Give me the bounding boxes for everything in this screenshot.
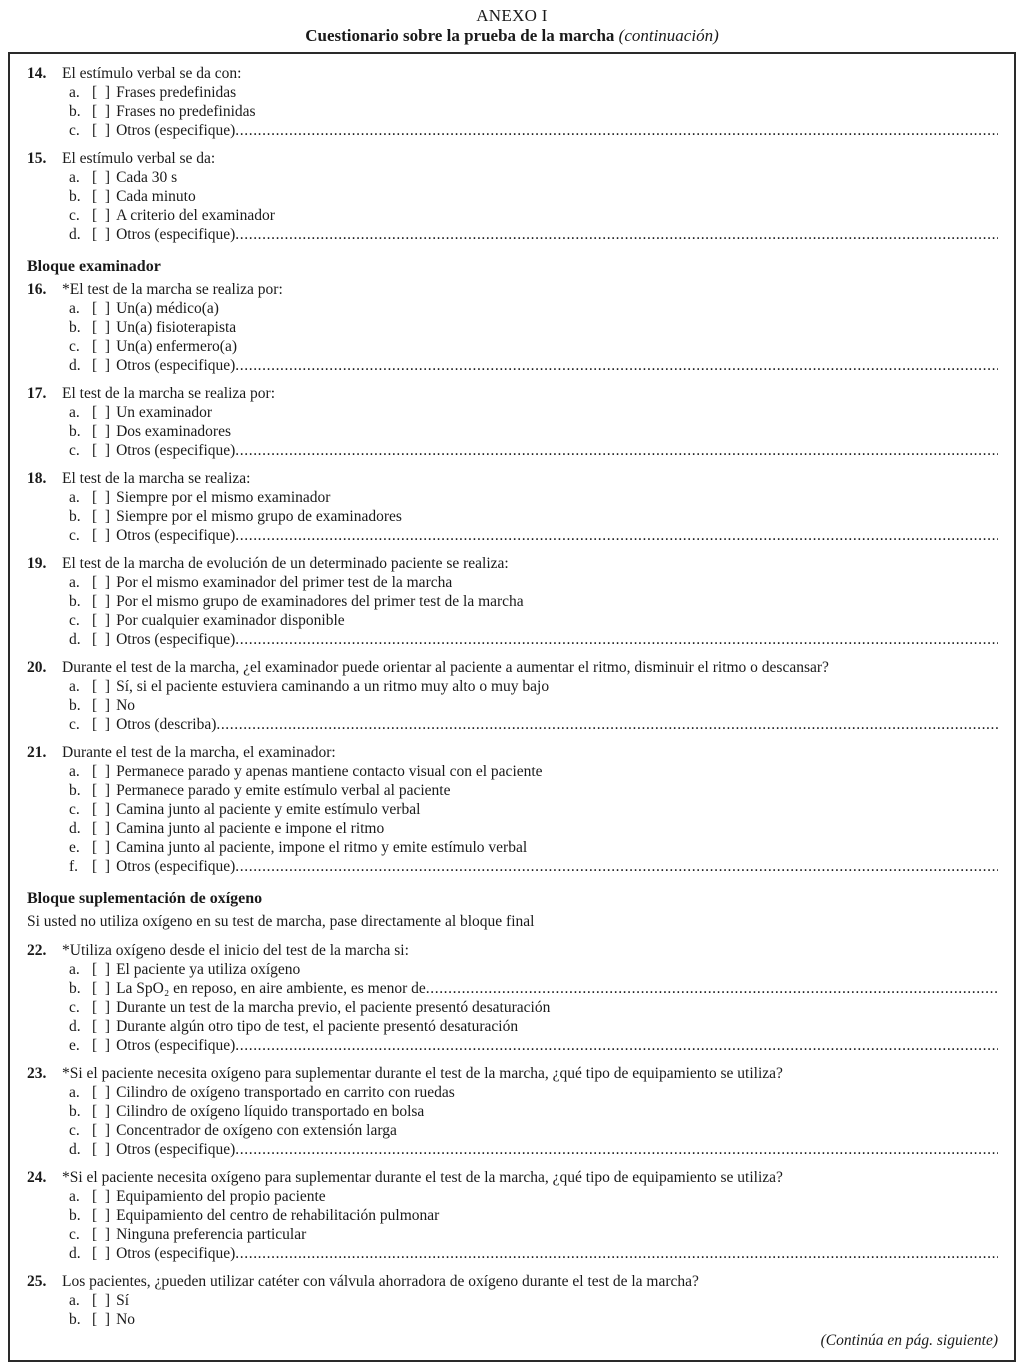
answer-line[interactable] xyxy=(216,715,998,734)
question xyxy=(27,658,998,734)
page-title: ANEXO I xyxy=(476,6,548,25)
question-number: 20. xyxy=(27,659,47,676)
checkbox[interactable]: [ ] xyxy=(92,338,111,355)
checkbox[interactable]: [ ] xyxy=(92,858,111,875)
option-row xyxy=(69,630,998,649)
checkbox[interactable]: [ ] xyxy=(92,1311,111,1328)
checkbox[interactable]: [ ] xyxy=(92,763,111,780)
checkbox[interactable]: [ ] xyxy=(92,207,111,224)
option-letter: c. xyxy=(69,122,80,139)
checkbox[interactable]: [ ] xyxy=(92,1226,111,1243)
question-header-row xyxy=(27,1168,998,1187)
option-label: Un(a) médico(a) xyxy=(116,300,219,317)
option-row xyxy=(69,83,998,102)
question-number: 24. xyxy=(27,1169,47,1186)
checkbox[interactable]: [ ] xyxy=(92,423,111,440)
question-text: *Utiliza oxígeno desde el inicio del test de la marcha si: xyxy=(62,942,409,959)
checkbox[interactable]: [ ] xyxy=(92,103,111,120)
option-label: Otros (especifique) xyxy=(116,442,236,459)
checkbox[interactable]: [ ] xyxy=(92,593,111,610)
checkbox[interactable]: [ ] xyxy=(92,357,111,374)
option-label: Un(a) fisioterapista xyxy=(116,319,237,336)
option-label: Concentrador de oxígeno con extensión larga xyxy=(116,1122,397,1139)
option-letter: c. xyxy=(69,207,80,224)
subtitle-continuation: (continuación) xyxy=(614,26,719,45)
option-row xyxy=(69,960,998,979)
checkbox[interactable]: [ ] xyxy=(92,1018,111,1035)
checkbox[interactable]: [ ] xyxy=(92,961,111,978)
checkbox[interactable]: [ ] xyxy=(92,1141,111,1158)
checkbox[interactable]: [ ] xyxy=(92,697,111,714)
option-row xyxy=(69,507,998,526)
checkbox[interactable]: [ ] xyxy=(92,678,111,695)
question-header-row xyxy=(27,1064,998,1083)
checkbox[interactable]: [ ] xyxy=(92,489,111,506)
option-label: Un(a) enfermero(a) xyxy=(116,338,237,355)
question xyxy=(27,149,998,244)
option-label: Camina junto al paciente y emite estímulo verbal xyxy=(116,801,421,818)
option-label: Por el mismo grupo de examinadores del primer test de la marcha xyxy=(116,593,524,610)
option-letter: b. xyxy=(69,103,81,120)
checkbox[interactable]: [ ] xyxy=(92,839,111,856)
option-letter: c. xyxy=(69,612,80,629)
answer-line[interactable] xyxy=(235,857,998,876)
option-row xyxy=(69,318,998,337)
option-row xyxy=(69,1102,998,1121)
question-text: Los pacientes, ¿pueden utilizar catéter con válvula ahorradora de oxígeno durante el test de la marcha? xyxy=(62,1273,699,1290)
option-row xyxy=(69,1187,998,1206)
option-letter: a. xyxy=(69,84,80,101)
question xyxy=(27,743,998,876)
question-number: 23. xyxy=(27,1065,47,1082)
option-letter: b. xyxy=(69,423,81,440)
option-letter: c. xyxy=(69,716,80,733)
question-header-row xyxy=(27,743,998,762)
checkbox[interactable]: [ ] xyxy=(92,801,111,818)
option-row xyxy=(69,1310,998,1329)
option-letter: d. xyxy=(69,357,81,374)
option-row xyxy=(69,592,998,611)
option-letter: b. xyxy=(69,1103,81,1120)
option-row xyxy=(69,526,998,545)
question-header-row xyxy=(27,64,998,83)
option-label: Dos examinadores xyxy=(116,423,232,440)
question-number: 18. xyxy=(27,470,47,487)
option-row xyxy=(69,1036,998,1055)
question-header-row xyxy=(27,384,998,403)
question-number: 25. xyxy=(27,1273,47,1290)
option-letter: d. xyxy=(69,1141,81,1158)
option-label: Sí, si el paciente estuviera caminando a un ritmo muy alto o muy bajo xyxy=(116,678,550,695)
option-letter: b. xyxy=(69,319,81,336)
option-row xyxy=(69,1291,998,1310)
option-row xyxy=(69,1206,998,1225)
option-row xyxy=(69,1244,998,1263)
question-header-row xyxy=(27,469,998,488)
question-text: *El test de la marcha se realiza por: xyxy=(62,281,283,298)
option-letter: c. xyxy=(69,338,80,355)
checkbox[interactable]: [ ] xyxy=(92,1084,111,1101)
answer-line[interactable] xyxy=(235,121,998,140)
option-row xyxy=(69,715,998,734)
checkbox[interactable]: [ ] xyxy=(92,404,111,421)
checkbox[interactable]: [ ] xyxy=(92,1207,111,1224)
question xyxy=(27,469,998,545)
option-label: Otros (especifique) xyxy=(116,1037,236,1054)
option-letter: a. xyxy=(69,574,80,591)
checkbox[interactable]: [ ] xyxy=(92,319,111,336)
option-row xyxy=(69,422,998,441)
option-letter: c. xyxy=(69,999,80,1016)
option-letter: b. xyxy=(69,593,81,610)
answer-line[interactable] xyxy=(235,1244,998,1263)
option-label: Cilindro de oxígeno transportado en carrito con ruedas xyxy=(116,1084,455,1101)
option-letter: b. xyxy=(69,697,81,714)
option-label: Otros (especifique) xyxy=(116,357,236,374)
option-label: El paciente ya utiliza oxígeno xyxy=(116,961,301,978)
question-text: Durante el test de la marcha, el examinador: xyxy=(62,744,336,761)
checkbox[interactable]: [ ] xyxy=(92,188,111,205)
option-label: No xyxy=(116,1311,136,1328)
option-letter: a. xyxy=(69,300,80,317)
option-label: Camina junto al paciente, impone el ritmo y emite estímulo verbal xyxy=(116,839,528,856)
question-header-row xyxy=(27,149,998,168)
option-label: No xyxy=(116,697,136,714)
skip-note: Si usted no utiliza oxígeno en su test de marcha, pase directamente al bloque final xyxy=(27,913,535,930)
question-number: 14. xyxy=(27,65,47,82)
checkbox[interactable]: [ ] xyxy=(92,1103,111,1120)
option-row xyxy=(69,187,998,206)
checkbox[interactable]: [ ] xyxy=(92,980,111,997)
option-letter: b. xyxy=(69,782,81,799)
checkbox[interactable]: [ ] xyxy=(92,782,111,799)
option-row xyxy=(69,857,998,876)
option-row xyxy=(69,1140,998,1159)
option-letter: c. xyxy=(69,527,80,544)
answer-line[interactable] xyxy=(235,225,998,244)
option-row xyxy=(69,1083,998,1102)
question xyxy=(27,384,998,460)
question-text: Durante el test de la marcha, ¿el examinador puede orientar al paciente a aumentar el ritmo, disminuir el ritmo o descansar? xyxy=(62,659,829,676)
question xyxy=(27,280,998,375)
option-label: Permanece parado y apenas mantiene contacto visual con el paciente xyxy=(116,763,543,780)
question xyxy=(27,1272,998,1329)
option-label: Otros (especifique) xyxy=(116,631,236,648)
option-label: Por cualquier examinador disponible xyxy=(116,612,345,629)
option-letter: b. xyxy=(69,188,81,205)
checkbox[interactable]: [ ] xyxy=(92,508,111,525)
option-letter: c. xyxy=(69,1122,80,1139)
answer-line[interactable] xyxy=(235,356,998,375)
option-letter: a. xyxy=(69,763,80,780)
question-number: 15. xyxy=(27,150,47,167)
option-letter: a. xyxy=(69,1084,80,1101)
question-header-row xyxy=(27,658,998,677)
question-header-row xyxy=(27,941,998,960)
checkbox[interactable]: [ ] xyxy=(92,716,111,733)
option-row xyxy=(69,102,998,121)
answer-line[interactable] xyxy=(235,526,998,545)
option-letter: d. xyxy=(69,226,81,243)
questionnaire-box xyxy=(8,52,1016,1362)
option-label: Cada 30 s xyxy=(116,169,178,186)
option-row xyxy=(69,1017,998,1036)
option-row xyxy=(69,441,998,460)
question-header-row xyxy=(27,280,998,299)
option-row xyxy=(69,819,998,838)
option-row xyxy=(69,998,998,1017)
question-number: 22. xyxy=(27,942,47,959)
question xyxy=(27,1168,998,1263)
checkbox[interactable]: [ ] xyxy=(92,1188,111,1205)
checkbox[interactable]: [ ] xyxy=(92,84,111,101)
option-label: Otros (especifique) xyxy=(116,226,236,243)
option-letter: b. xyxy=(69,1207,81,1224)
section-heading: Bloque suplementación de oxígeno xyxy=(27,890,263,907)
question-number: 17. xyxy=(27,385,47,402)
option-row xyxy=(69,838,998,857)
option-label: Siempre por el mismo grupo de examinadores xyxy=(116,508,402,525)
option-letter: a. xyxy=(69,169,80,186)
answer-line[interactable] xyxy=(235,441,998,460)
option-letter: d. xyxy=(69,820,81,837)
option-label: Otros (especifique) xyxy=(116,1245,236,1262)
option-letter: f. xyxy=(69,858,79,875)
answer-line[interactable] xyxy=(235,1140,998,1159)
answer-line[interactable] xyxy=(235,1036,998,1055)
option-row xyxy=(69,611,998,630)
option-row xyxy=(69,696,998,715)
option-row xyxy=(69,1225,998,1244)
option-row xyxy=(69,337,998,356)
question-text: El estímulo verbal se da: xyxy=(62,150,216,167)
checkbox[interactable]: [ ] xyxy=(92,574,111,591)
option-row xyxy=(69,488,998,507)
question-header-row xyxy=(27,1272,998,1291)
subtitle-main: Cuestionario sobre la prueba de la marcha xyxy=(305,26,615,45)
checkbox[interactable]: [ ] xyxy=(92,999,111,1016)
checkbox[interactable]: [ ] xyxy=(92,527,111,544)
question-text: El test de la marcha se realiza por: xyxy=(62,385,276,402)
option-label: Durante algún otro tipo de test, el paciente presentó desaturación xyxy=(116,1018,519,1035)
option-letter: d. xyxy=(69,1245,81,1262)
document-header xyxy=(0,0,1024,46)
option-letter: a. xyxy=(69,1188,80,1205)
checkbox[interactable]: [ ] xyxy=(92,820,111,837)
option-letter: a. xyxy=(69,1292,80,1309)
question-text: *Si el paciente necesita oxígeno para suplementar durante el test de la marcha, ¿qué tipo de equipamiento se utiliza? xyxy=(62,1065,783,1082)
question xyxy=(27,941,998,1055)
option-label: Cada minuto xyxy=(116,188,196,205)
option-row xyxy=(69,168,998,187)
continuation-note: (Continúa en pág. siguiente) xyxy=(820,1332,998,1349)
checkbox[interactable]: [ ] xyxy=(92,631,111,648)
option-label: Camina junto al paciente e impone el ritmo xyxy=(116,820,385,837)
option-letter: e. xyxy=(69,1037,80,1054)
question xyxy=(27,64,998,140)
checkbox[interactable]: [ ] xyxy=(92,1292,111,1309)
question xyxy=(27,1064,998,1159)
option-label: Frases predefinidas xyxy=(116,84,237,101)
questionnaire-content xyxy=(27,64,998,1329)
option-row xyxy=(69,225,998,244)
checkbox[interactable]: [ ] xyxy=(92,1037,111,1054)
option-letter: c. xyxy=(69,801,80,818)
option-row xyxy=(69,979,998,998)
answer-line[interactable] xyxy=(426,979,998,998)
option-row xyxy=(69,299,998,318)
option-letter: d. xyxy=(69,631,81,648)
option-letter: a. xyxy=(69,489,80,506)
option-label: A criterio del examinador xyxy=(116,207,275,224)
option-label: Ninguna preferencia particular xyxy=(116,1226,307,1243)
option-label: Otros (especifique) xyxy=(116,122,236,139)
option-row xyxy=(69,573,998,592)
option-letter: a. xyxy=(69,678,80,695)
question-text: El test de la marcha de evolución de un determinado paciente se realiza: xyxy=(62,555,509,572)
checkbox[interactable]: [ ] xyxy=(92,122,111,139)
option-letter: d. xyxy=(69,1018,81,1035)
option-letter: a. xyxy=(69,961,80,978)
option-letter: b. xyxy=(69,1311,81,1328)
option-letter: e. xyxy=(69,839,80,856)
option-letter: b. xyxy=(69,508,81,525)
checkbox[interactable]: [ ] xyxy=(92,612,111,629)
option-label: Otros (especifique) xyxy=(116,858,236,875)
option-label: Un examinador xyxy=(116,404,213,421)
option-label: Sí xyxy=(116,1292,130,1309)
answer-line[interactable] xyxy=(235,630,998,649)
option-label: Siempre por el mismo examinador xyxy=(116,489,331,506)
option-label: Otros (describa) xyxy=(116,716,217,733)
option-letter: c. xyxy=(69,1226,80,1243)
question-number: 21. xyxy=(27,744,47,761)
section-heading: Bloque examinador xyxy=(27,258,161,275)
option-letter: b. xyxy=(69,980,81,997)
option-label: Cilindro de oxígeno líquido transportado en bolsa xyxy=(116,1103,425,1120)
question xyxy=(27,554,998,649)
option-letter: c. xyxy=(69,442,80,459)
option-label: Equipamiento del centro de rehabilitación pulmonar xyxy=(116,1207,440,1224)
option-label: Frases no predefinidas xyxy=(116,103,256,120)
option-row xyxy=(69,356,998,375)
checkbox[interactable]: [ ] xyxy=(92,169,111,186)
question-text: El estímulo verbal se da con: xyxy=(62,65,242,82)
option-row xyxy=(69,1121,998,1140)
option-row xyxy=(69,206,998,225)
question-text: El test de la marcha se realiza: xyxy=(62,470,251,487)
document-subtitle xyxy=(0,26,1024,46)
option-row xyxy=(69,403,998,422)
option-label: Durante un test de la marcha previo, el paciente presentó desaturación xyxy=(116,999,551,1016)
question-text: *Si el paciente necesita oxígeno para suplementar durante el test de la marcha, ¿qué tipo de equipamiento se utiliza? xyxy=(62,1169,783,1186)
option-label: Permanece parado y emite estímulo verbal al paciente xyxy=(116,782,451,799)
question-header-row xyxy=(27,554,998,573)
question-number: 16. xyxy=(27,281,47,298)
option-letter: a. xyxy=(69,404,80,421)
option-label: Por el mismo examinador del primer test de la marcha xyxy=(116,574,453,591)
option-row xyxy=(69,762,998,781)
option-label: La SpO₂ en reposo, en aire ambiente, es menor de xyxy=(116,980,426,997)
checkbox[interactable]: [ ] xyxy=(92,442,111,459)
checkbox[interactable]: [ ] xyxy=(92,226,111,243)
option-label: Equipamiento del propio paciente xyxy=(116,1188,326,1205)
option-row xyxy=(69,781,998,800)
checkbox[interactable]: [ ] xyxy=(92,1245,111,1262)
question-number: 19. xyxy=(27,555,47,572)
option-label: Otros (especifique) xyxy=(116,527,236,544)
option-row xyxy=(69,677,998,696)
checkbox[interactable]: [ ] xyxy=(92,300,111,317)
checkbox[interactable]: [ ] xyxy=(92,1122,111,1139)
option-row xyxy=(69,800,998,819)
option-label: Otros (especifique) xyxy=(116,1141,236,1158)
option-row xyxy=(69,121,998,140)
